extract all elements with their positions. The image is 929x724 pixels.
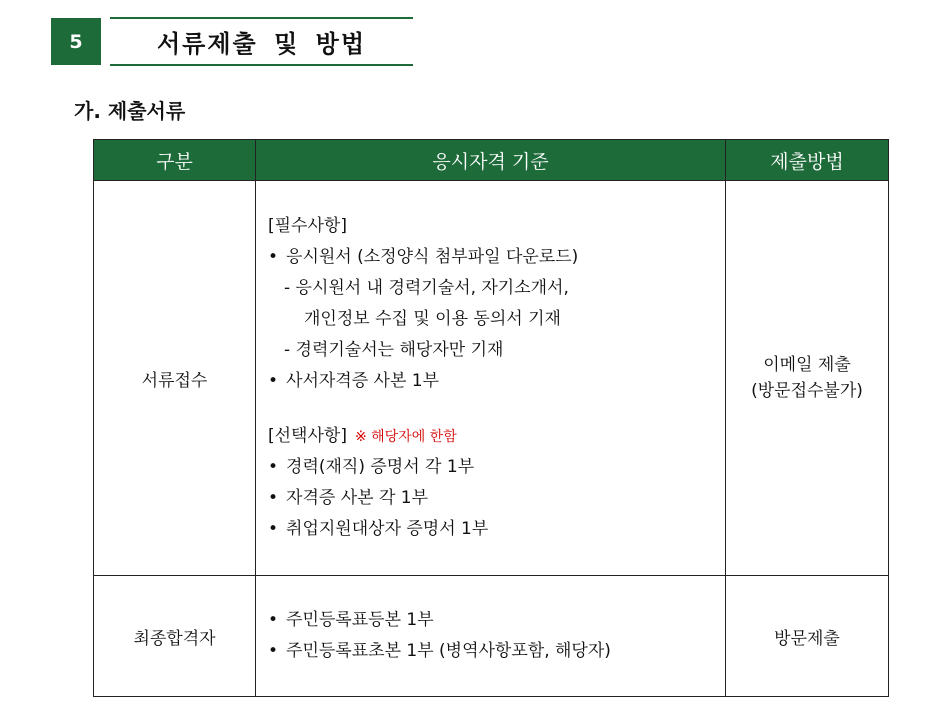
documents-table [93,139,889,697]
header-criteria: 응시자격 기준 [256,140,726,181]
list-item-text: - 경력기술서는 해당자만 기재 [284,340,504,360]
bullet-icon: • [268,247,279,267]
bullet-icon: • [268,641,279,661]
list-item [268,273,725,304]
method-line: (방문접수불가) [751,381,863,401]
list-item [268,636,725,667]
row-method [726,181,889,576]
list-item-text: 자격증 사본 각 1부 [286,488,429,508]
required-title: [필수사항] [268,216,347,236]
list-item [268,605,725,636]
bullet-icon: • [268,488,279,508]
list-item [268,483,725,514]
method-line: 이메일 제출 [763,355,851,375]
list-item [268,514,725,545]
bullet-icon: • [268,457,279,477]
bullet-icon: • [268,519,279,539]
header-category: 구분 [94,140,256,181]
row-category: 최종합격자 [94,576,256,697]
list-item [268,335,725,366]
criteria-cell [256,576,726,697]
list-item-text: 응시원서 (소정양식 첨부파일 다운로드) [286,247,579,267]
section-title-box [110,17,413,66]
list-item [268,366,725,397]
table-row [94,576,889,697]
header-method: 제출방법 [726,140,889,181]
subheading: 가. 제출서류 [74,99,186,123]
section-number: 5 [51,18,101,65]
list-item-text: 경력(재직) 증명서 각 1부 [286,457,475,477]
table-row [94,181,889,576]
row-method: 방문제출 [726,576,889,697]
table-header-row [94,140,889,181]
bullet-icon: • [268,610,279,630]
bullet-icon: • [268,371,279,391]
criteria-cell [256,181,726,576]
list-item-text: 사서자격증 사본 1부 [286,371,440,391]
row-category: 서류접수 [94,181,256,576]
optional-note: ※ 해당자에 한함 [354,429,457,445]
list-item-text: - 응시원서 내 경력기술서, 자기소개서, [284,278,569,298]
optional-title: [선택사항] [268,426,347,446]
list-item [268,242,725,273]
list-item [268,304,725,335]
list-item [268,452,725,483]
optional-title-line [268,421,725,452]
list-item-text: 주민등록표초본 1부 (병역사항포함, 해당자) [286,641,611,661]
section-title: 서류제출 및 방법 [157,30,366,58]
list-item-text: 취업지원대상자 증명서 1부 [286,519,489,539]
list-item-text: 주민등록표등본 1부 [286,610,434,630]
list-item-text: 개인정보 수집 및 이용 동의서 기재 [304,309,561,329]
